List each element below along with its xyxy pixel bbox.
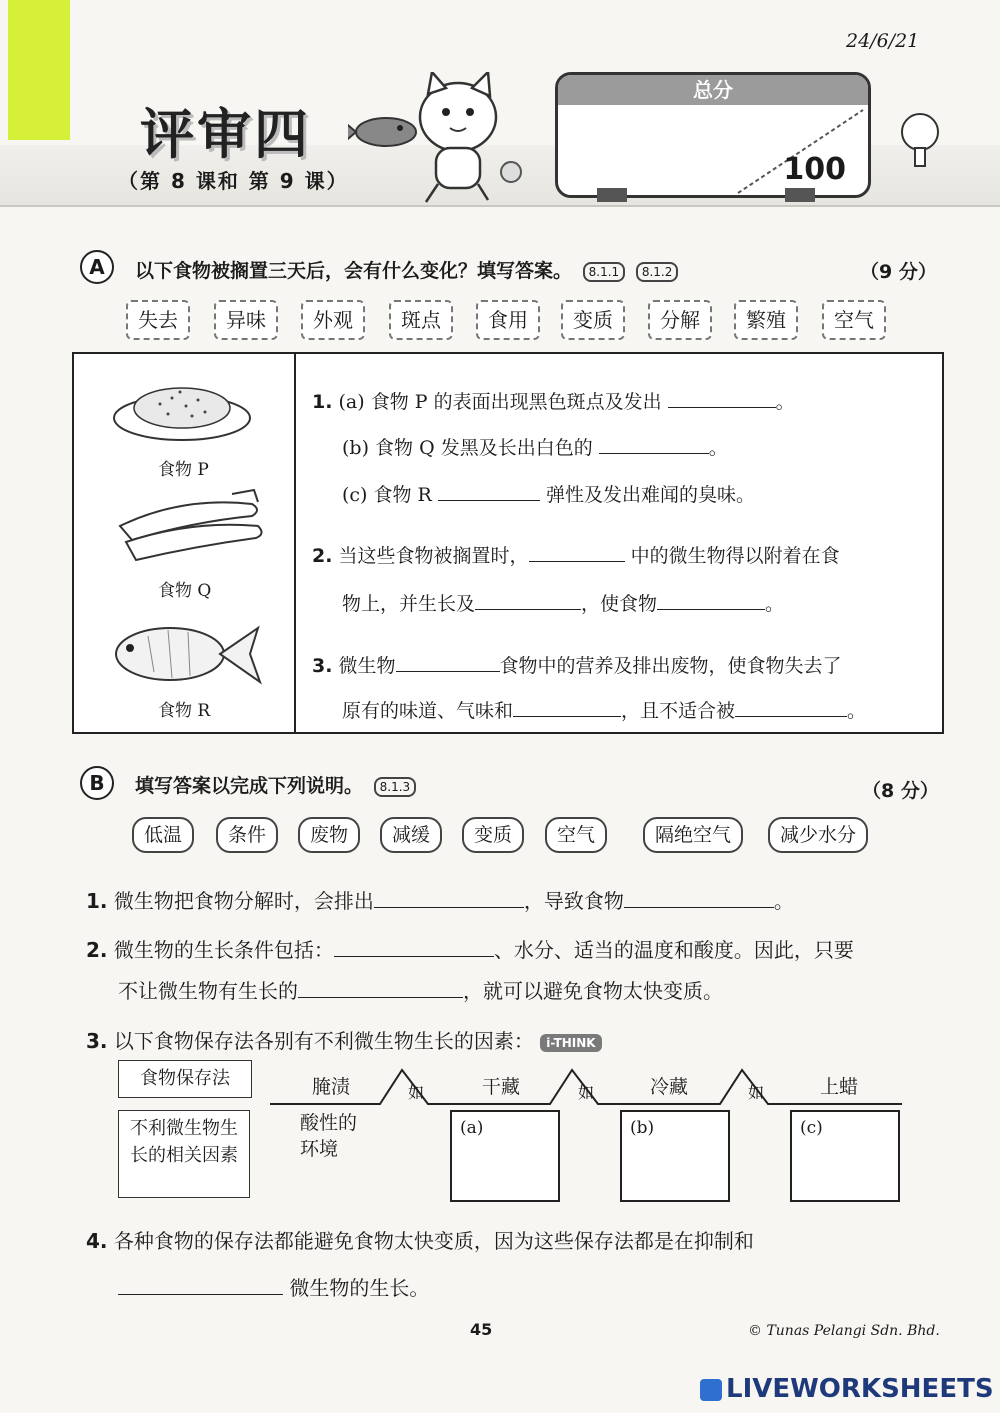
section-a-marks: （9 分） (860, 261, 937, 283)
answer-box-c[interactable]: (c) (790, 1110, 900, 1202)
question-b3: 3. 以下食物保存法各别有不利微生物生长的因素： i-THINK (86, 1025, 602, 1054)
word-bank-item[interactable]: 变质 (561, 300, 625, 340)
curriculum-code: 8.1.3 (374, 777, 417, 797)
i-think-tag: i-THINK (540, 1034, 601, 1052)
question-b4-line2: 微生物的生长。 (118, 1272, 429, 1301)
question-a1a: 1. (a) 食物 P 的表面出现黑色斑点及发出 。 (312, 388, 795, 412)
answer-blank[interactable] (657, 590, 765, 610)
question-b2-line2: 不让微生物有生长的 ，就可以避免食物太快变质。 (118, 979, 723, 1003)
liveworksheets-logo-icon (700, 1379, 722, 1401)
table-divider (294, 354, 296, 732)
page-title: 评审四 (140, 103, 311, 166)
question-b1: 1. 微生物把食物分解时，会排出 ，导致食物 。 (86, 889, 794, 913)
question-a1b: (b) 食物 Q 发黑及长出白色的 。 (342, 434, 728, 458)
word-bank-item[interactable]: 低温 (132, 817, 194, 853)
question-b2-line1: 2. 微生物的生长条件包括： 、水分、适当的温度和酸度。因此，只要 (86, 938, 854, 962)
tree-icon (895, 110, 945, 170)
question-a3-line1: 3. 微生物 食物中的营养及排出废物，使食物失去了 (312, 652, 842, 676)
page-subtitle: （第 8 课和 第 9 课） (118, 169, 349, 193)
question-b4-line1: 4. 各种食物的保存法都能避免食物太快变质，因为这些保存法都是在抑制和 (86, 1229, 754, 1253)
word-bank-item[interactable]: 减缓 (380, 817, 442, 853)
method-drying: 干藏 (482, 1076, 521, 1098)
word-bank-item[interactable]: 外观 (301, 300, 365, 340)
cat-fish-illustration (348, 72, 528, 207)
method-waxing: 上蜡 (820, 1076, 859, 1098)
handwritten-date: 24/6/21 (846, 30, 920, 52)
answer-box-a[interactable]: (a) (450, 1110, 560, 1202)
word-bank-item[interactable]: 食用 (476, 300, 540, 340)
section-b-instruction: 填写答案以完成下列说明。 8.1.3 (135, 771, 416, 798)
banana-image (112, 486, 272, 572)
question-a2-line1: 2. 当这些食物被搁置时， 中的微生物得以附着在食 (312, 542, 840, 566)
answer-box-b[interactable]: (b) (620, 1110, 730, 1202)
page-number: 45 (470, 1320, 493, 1339)
score-label: 总分 (558, 75, 868, 105)
word-bank-item[interactable]: 条件 (216, 817, 278, 853)
word-bank-item[interactable]: 空气 (545, 817, 607, 853)
answer-blank[interactable] (438, 481, 540, 501)
word-bank-item[interactable]: 失去 (126, 300, 190, 340)
word-bank-item[interactable]: 空气 (822, 300, 886, 340)
rice-plate-image (110, 378, 260, 448)
answer-blank[interactable] (624, 887, 774, 908)
method-refrigeration: 冷藏 (650, 1076, 689, 1098)
answer-blank[interactable] (668, 388, 776, 408)
connector-as: 如 (578, 1083, 595, 1102)
word-bank-item[interactable]: 减少水分 (768, 817, 868, 853)
word-bank-item[interactable]: 隔绝空气 (643, 817, 743, 853)
answer-blank[interactable] (735, 697, 847, 717)
question-a1c: (c) 食物 R 弹性及发出难闻的臭味。 (342, 481, 755, 505)
curriculum-code: 8.1.1 (583, 262, 626, 282)
answer-blank[interactable] (599, 434, 709, 454)
word-bank-item[interactable]: 分解 (648, 300, 712, 340)
liveworksheets-watermark: LIVEWORKSHEETS (700, 1374, 994, 1404)
pickling-factor: 酸性的环境 (300, 1112, 358, 1160)
label-food-preservation: 食物保存法 (118, 1060, 252, 1098)
answer-blank[interactable] (374, 887, 524, 908)
answer-blank[interactable] (298, 977, 463, 998)
section-b-badge: B (80, 766, 114, 800)
fish-image (108, 618, 268, 690)
answer-blank[interactable] (513, 697, 621, 717)
food-q-label: 食物 Q (158, 581, 212, 601)
food-r-label: 食物 R (158, 701, 211, 721)
word-bank-item[interactable]: 异味 (214, 300, 278, 340)
section-a-instruction: 以下食物被搁置三天后，会有什么变化？填写答案。 8.1.1 8.1.2 (135, 256, 678, 283)
food-p-label: 食物 P (158, 460, 209, 480)
label-unfavourable-factor: 不利微生物生长的相关因素 (118, 1110, 250, 1198)
yellow-tab-decoration (8, 0, 70, 140)
answer-blank[interactable] (118, 1274, 283, 1295)
connector-as: 如 (748, 1083, 765, 1102)
answer-blank[interactable] (529, 542, 625, 562)
total-score-box (555, 72, 871, 198)
copyright-text: © Tunas Pelangi Sdn. Bhd. (748, 1323, 940, 1339)
score-box-leg (597, 188, 627, 202)
score-max-value: 100 (783, 152, 846, 187)
method-pickling: 腌渍 (312, 1076, 351, 1098)
curriculum-code: 8.1.2 (636, 262, 679, 282)
section-a-badge: A (80, 250, 114, 284)
connector-as: 如 (408, 1083, 425, 1102)
word-bank-item[interactable]: 变质 (462, 817, 524, 853)
answer-blank[interactable] (475, 590, 581, 610)
word-bank-item[interactable]: 斑点 (389, 300, 453, 340)
question-a3-line2: 原有的味道、气味和 ，且不适合被 。 (342, 697, 866, 721)
word-bank-item[interactable]: 繁殖 (734, 300, 798, 340)
word-bank-item[interactable]: 废物 (298, 817, 360, 853)
question-a2-line2: 物上，并生长及 ，使食物 。 (342, 590, 784, 614)
score-box-leg (785, 188, 815, 202)
answer-blank[interactable] (334, 936, 494, 957)
answer-blank[interactable] (396, 652, 500, 672)
section-b-marks: （8 分） (862, 780, 939, 802)
